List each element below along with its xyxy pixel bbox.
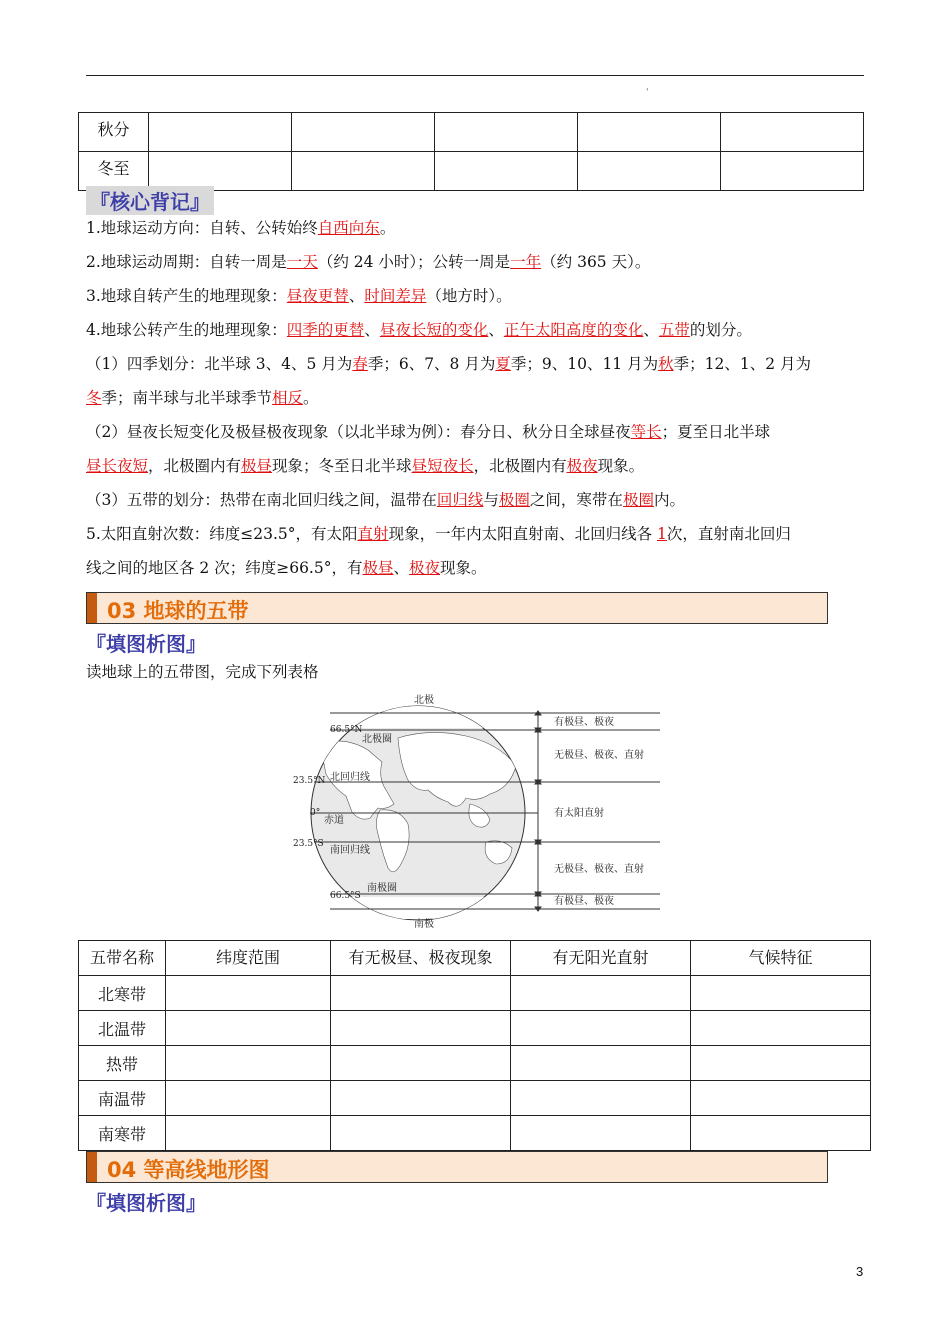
header-rule [86, 75, 864, 76]
section-title: 03 地球的五带 [107, 599, 249, 623]
table-cell [511, 1116, 691, 1151]
text: 季；12、1、2 月为 [673, 355, 811, 373]
zone-note-2: 无极昼、极夜、直射 [554, 750, 644, 761]
table-cell [331, 1011, 511, 1046]
five-zones-table [78, 940, 871, 1151]
text: 、 [393, 559, 409, 577]
five-zones-diagram [290, 692, 662, 932]
answer: 相反 [272, 389, 304, 407]
section-03-banner [86, 592, 828, 624]
core-line-6 [86, 388, 866, 408]
table-row [79, 1116, 871, 1151]
table-cell [292, 152, 435, 191]
zone-brackets [535, 711, 541, 911]
table-cell [166, 1116, 331, 1151]
text: 。 [303, 389, 319, 407]
table-cell [578, 113, 721, 152]
answer: 正午太阳高度的变化 [503, 321, 644, 339]
section-title: 04 等高线地形图 [107, 1158, 270, 1182]
table-cell [511, 1081, 691, 1116]
core-line-9 [86, 490, 866, 510]
fill-figure-label: 『填图析图』 [86, 632, 206, 656]
text: 现象，一年内太阳直射南、北回归线各 [388, 525, 657, 543]
answer: 昼夜更替 [286, 287, 349, 305]
text: 线之间的地区各 2 次；纬度≥66.5°，有 [86, 559, 363, 577]
row-label: 热带 [79, 1046, 166, 1081]
equator-label: 赤道 [324, 815, 344, 826]
answer: 一年 [510, 253, 542, 271]
table-row [79, 1011, 871, 1046]
column-header: 五带名称 [79, 941, 166, 976]
table-cell [721, 152, 864, 191]
answer: 直射 [357, 525, 389, 543]
zone-note-1: 有极昼、极夜 [554, 717, 614, 728]
table-cell [511, 1011, 691, 1046]
banner-accent [87, 1152, 97, 1182]
arctic-circle-label: 北极圈 [362, 734, 392, 745]
text: ，北极圈内有 [473, 457, 567, 475]
table-cell [691, 1081, 871, 1116]
text: 之间，寒带在 [529, 491, 623, 509]
table-cell [166, 1046, 331, 1081]
table-row [79, 113, 864, 152]
answer: 时间差异 [364, 287, 427, 305]
text: 与 [483, 491, 499, 509]
instruction: 读地球上的五带图，完成下列表格 [86, 663, 319, 681]
text: 3.地球自转产生的地理现象： [86, 287, 287, 305]
answer: 一天 [286, 253, 318, 271]
lat-label-235s: 23.5°S [293, 839, 324, 849]
lat-label-665s: 66.5°S [330, 891, 361, 901]
text: 。 [379, 219, 396, 237]
tropic-capricorn-label: 南回归线 [330, 845, 370, 856]
answer: 回归线 [436, 491, 484, 509]
table-cell [331, 1081, 511, 1116]
column-header: 纬度范围 [166, 941, 331, 976]
table-cell [166, 1081, 331, 1116]
answer: 自西向东 [317, 219, 380, 237]
core-line-3 [86, 286, 866, 306]
text: （3）五带的划分：热带在南北回归线之间，温带在 [86, 491, 437, 509]
table-row [79, 976, 871, 1011]
text: 季；6、7、8 月为 [367, 355, 496, 373]
answer: 昼夜长短的变化 [379, 321, 489, 339]
table-cell [292, 113, 435, 152]
column-header: 有无阳光直射 [511, 941, 691, 976]
text: ，北极圈内有 [148, 457, 242, 475]
table-cell [149, 152, 292, 191]
answer: 昼短夜长 [411, 457, 474, 475]
table-cell [149, 113, 292, 152]
answer: 等长 [630, 423, 662, 441]
row-label: 南温带 [79, 1081, 166, 1116]
table-header-row [79, 941, 871, 976]
answer: 极圈 [498, 491, 530, 509]
zone-note-4: 无极昼、极夜、直射 [554, 864, 644, 875]
solar-terms-table [78, 112, 864, 191]
text: 季；9、10、11 月为 [510, 355, 659, 373]
fill-figure-label: 『填图析图』 [86, 1191, 206, 1215]
row-label: 北温带 [79, 1011, 166, 1046]
core-line-11 [86, 558, 866, 578]
text: 现象；冬至日北半球 [272, 457, 412, 475]
table-cell [691, 976, 871, 1011]
table-cell [435, 152, 578, 191]
answer: 极昼 [362, 559, 394, 577]
core-line-4 [86, 320, 866, 340]
text: 、 [348, 287, 365, 305]
text: 内。 [653, 491, 685, 509]
answer: 五带 [658, 321, 690, 339]
text: 、 [488, 321, 504, 339]
table-cell [331, 1046, 511, 1081]
text: （约 365 天）。 [541, 253, 651, 271]
text: 5.太阳直射次数：纬度≤23.5°，有太阳 [86, 525, 358, 543]
table-cell [578, 152, 721, 191]
table-cell [511, 976, 691, 1011]
table-cell [435, 113, 578, 152]
row-label: 北寒带 [79, 976, 166, 1011]
zone-note-5: 有极昼、极夜 [554, 896, 614, 907]
south-pole-label: 南极 [414, 919, 434, 930]
table-row [79, 152, 864, 191]
header-mark: ' [646, 88, 649, 98]
text: 现象。 [597, 457, 645, 475]
answer: 秋 [658, 355, 674, 373]
row-label: 冬至 [79, 152, 149, 191]
answer: 极夜 [566, 457, 598, 475]
text: （2）昼夜长短变化及极昼极夜现象（以北半球为例）：春分日、秋分日全球昼夜 [86, 423, 631, 441]
text: 2.地球运动周期：自转一周是 [86, 253, 287, 271]
row-label: 南寒带 [79, 1116, 166, 1151]
text: 1.地球运动方向：自转、公转始终 [86, 219, 318, 237]
column-header: 有无极昼、极夜现象 [331, 941, 511, 976]
answer: 极圈 [622, 491, 654, 509]
answer: 冬 [86, 389, 102, 407]
text: 、 [364, 321, 380, 339]
core-line-7 [86, 422, 866, 442]
core-line-10 [86, 524, 866, 544]
table-cell [511, 1046, 691, 1081]
text: 的划分。 [689, 321, 752, 339]
banner-accent [87, 593, 97, 623]
answer: 春 [352, 355, 368, 373]
core-line-5 [86, 354, 866, 374]
text: 4.地球公转产生的地理现象： [86, 321, 287, 339]
page-number: 3 [856, 1264, 864, 1279]
answer: 昼长夜短 [86, 457, 149, 475]
answer: 1 [657, 525, 667, 543]
lat-label-235n: 23.5°N [293, 776, 326, 786]
answer: 四季的更替 [286, 321, 365, 339]
antarctic-circle-label: 南极圈 [367, 883, 397, 894]
core-line-8 [86, 456, 866, 476]
table-cell [691, 1046, 871, 1081]
table-cell [691, 1116, 871, 1151]
column-header: 气候特征 [691, 941, 871, 976]
table-row [79, 1081, 871, 1116]
section-04-banner [86, 1151, 828, 1183]
core-line-2 [86, 252, 866, 272]
text: 季；南半球与北半球季节 [101, 389, 273, 407]
tropic-cancer-label: 北回归线 [330, 772, 370, 783]
answer: 极夜 [409, 559, 441, 577]
text: （地方时）。 [426, 287, 512, 305]
text: ；夏至日北半球 [661, 423, 771, 441]
table-cell [691, 1011, 871, 1046]
core-memory-label: 『核心背记』 [86, 186, 214, 215]
table-cell [331, 1116, 511, 1151]
table-cell [166, 1011, 331, 1046]
answer: 极昼 [241, 457, 273, 475]
text: （约 24 小时）；公转一周是 [317, 253, 511, 271]
row-label: 秋分 [79, 113, 149, 152]
table-cell [166, 976, 331, 1011]
lat-label-665n: 66.5°N [330, 725, 363, 735]
north-pole-label: 北极 [414, 695, 434, 706]
table-cell [721, 113, 864, 152]
text: 现象。 [440, 559, 487, 577]
lat-label-0: 0° [310, 808, 321, 818]
text: 次，直射南北回归 [666, 525, 791, 543]
text: 、 [643, 321, 659, 339]
text: （1）四季划分：北半球 3、4、5 月为 [86, 355, 353, 373]
core-line-1 [86, 218, 866, 238]
answer: 夏 [495, 355, 511, 373]
zone-note-3: 有太阳直射 [554, 808, 604, 819]
table-cell [331, 976, 511, 1011]
table-row [79, 1046, 871, 1081]
